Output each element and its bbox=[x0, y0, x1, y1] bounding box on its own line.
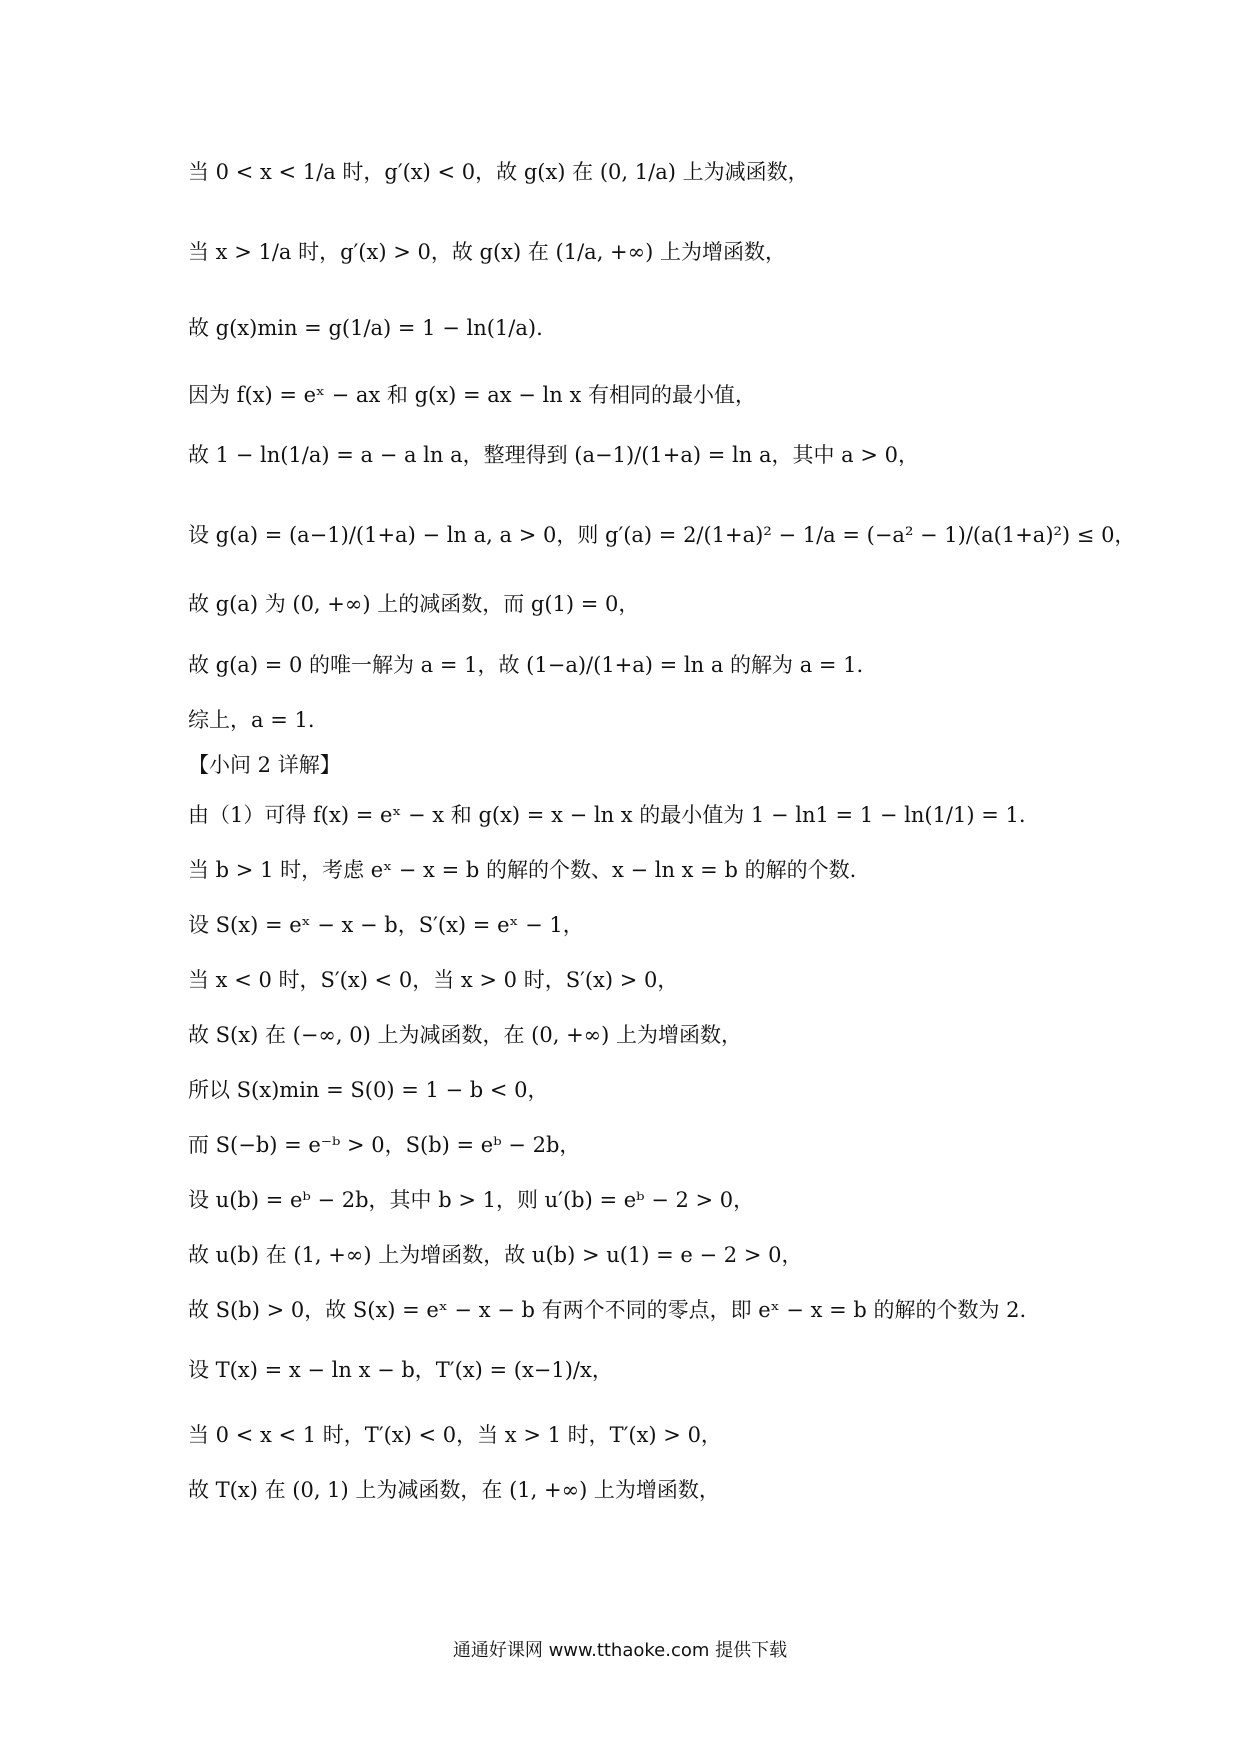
text-line bbox=[188, 515, 1135, 555]
line-text: 故 g(x)min = g(1/a) = 1 − ln(1/a). bbox=[188, 316, 543, 340]
text-line bbox=[188, 700, 315, 740]
text-line bbox=[188, 645, 863, 685]
line-text: 设 u(b) = eᵇ − 2b，其中 b > 1，则 u′(b) = eᵇ − 2 > 0， bbox=[188, 1188, 755, 1212]
text-line bbox=[188, 1180, 754, 1220]
line-text: 故 S(x) 在 (−∞, 0) 上为减函数，在 (0, +∞) 上为增函数， bbox=[188, 1023, 743, 1047]
text-line bbox=[188, 1470, 720, 1510]
text-line bbox=[188, 960, 678, 1000]
text-line bbox=[188, 1290, 1026, 1330]
line-text: 故 S(b) > 0，故 S(x) = eˣ − x − b 有两个不同的零点，即 eˣ − x = b 的解的个数为 2. bbox=[188, 1298, 1027, 1322]
text-line bbox=[188, 232, 786, 272]
line-text: 故 g(a) = 0 的唯一解为 a = 1，故 (1−a)/(1+a) = ln a 的解为 a = 1. bbox=[188, 653, 864, 677]
text-line bbox=[188, 1235, 802, 1275]
line-text: 当 0 < x < 1 时，T′(x) < 0，当 x > 1 时，T′(x) > 0， bbox=[188, 1423, 722, 1447]
line-text: 故 u(b) 在 (1, +∞) 上为增函数，故 u(b) > u(1) = e − 2 > 0， bbox=[188, 1243, 803, 1267]
text-line bbox=[188, 1350, 613, 1390]
line-text: 设 g(a) = (a−1)/(1+a) − ln a, a > 0，则 g′(a) = 2/(1+a)² − 1/a = (−a² − 1)/(a(1+a)²) ≤ 0， bbox=[188, 523, 1136, 547]
line-text: 设 T(x) = x − ln x − b，T′(x) = (x−1)/x， bbox=[188, 1358, 613, 1382]
line-text: 故 1 − ln(1/a) = a − a ln a，整理得到 (a−1)/(1+a) = ln a，其中 a > 0， bbox=[188, 443, 919, 467]
page-footer: 通通好课网 www.tthaoke.com 提供下载 bbox=[452, 1640, 788, 1661]
line-text: 由（1）可得 f(x) = eˣ − x 和 g(x) = x − ln x 的最小值为 1 − ln1 = 1 − ln(1/1) = 1. bbox=[188, 803, 1026, 827]
line-text: 所以 S(x)min = S(0) = 1 − b < 0， bbox=[188, 1078, 549, 1102]
line-text: 当 x < 0 时，S′(x) < 0，当 x > 0 时，S′(x) > 0， bbox=[188, 968, 679, 992]
line-text: 当 b > 1 时，考虑 eˣ − x = b 的解的个数、x − ln x = b 的解的个数. bbox=[188, 858, 857, 882]
text-line bbox=[188, 435, 919, 475]
text-line bbox=[188, 1415, 722, 1455]
text-line bbox=[188, 795, 1026, 835]
text-line bbox=[188, 584, 639, 624]
text-line bbox=[188, 905, 584, 945]
line-text: 故 T(x) 在 (0, 1) 上为减函数，在 (1, +∞) 上为增函数， bbox=[188, 1478, 720, 1502]
heading-text: 【小问 2 详解】 bbox=[188, 753, 341, 777]
line-text: 当 0 < x < 1/a 时，g′(x) < 0，故 g(x) 在 (0, 1/a) 上为减函数， bbox=[188, 160, 809, 184]
text-line bbox=[188, 375, 756, 415]
text-line bbox=[188, 152, 809, 192]
line-text: 因为 f(x) = eˣ − ax 和 g(x) = ax − ln x 有相同的最小值， bbox=[188, 383, 756, 407]
text-line bbox=[188, 308, 543, 348]
line-text: 综上，a = 1. bbox=[188, 708, 315, 732]
text-line bbox=[188, 1125, 580, 1165]
text-line bbox=[188, 1070, 549, 1110]
line-text: 设 S(x) = eˣ − x − b，S′(x) = eˣ − 1， bbox=[188, 913, 584, 937]
line-text: 故 g(a) 为 (0, +∞) 上的减函数，而 g(1) = 0， bbox=[188, 592, 640, 616]
section-heading bbox=[188, 745, 341, 785]
line-text: 当 x > 1/a 时，g′(x) > 0，故 g(x) 在 (1/a, +∞) 上为增函数， bbox=[188, 240, 786, 264]
line-text: 而 S(−b) = e⁻ᵇ > 0，S(b) = eᵇ − 2b， bbox=[188, 1133, 581, 1157]
text-line bbox=[188, 1015, 742, 1055]
text-line bbox=[188, 850, 856, 890]
